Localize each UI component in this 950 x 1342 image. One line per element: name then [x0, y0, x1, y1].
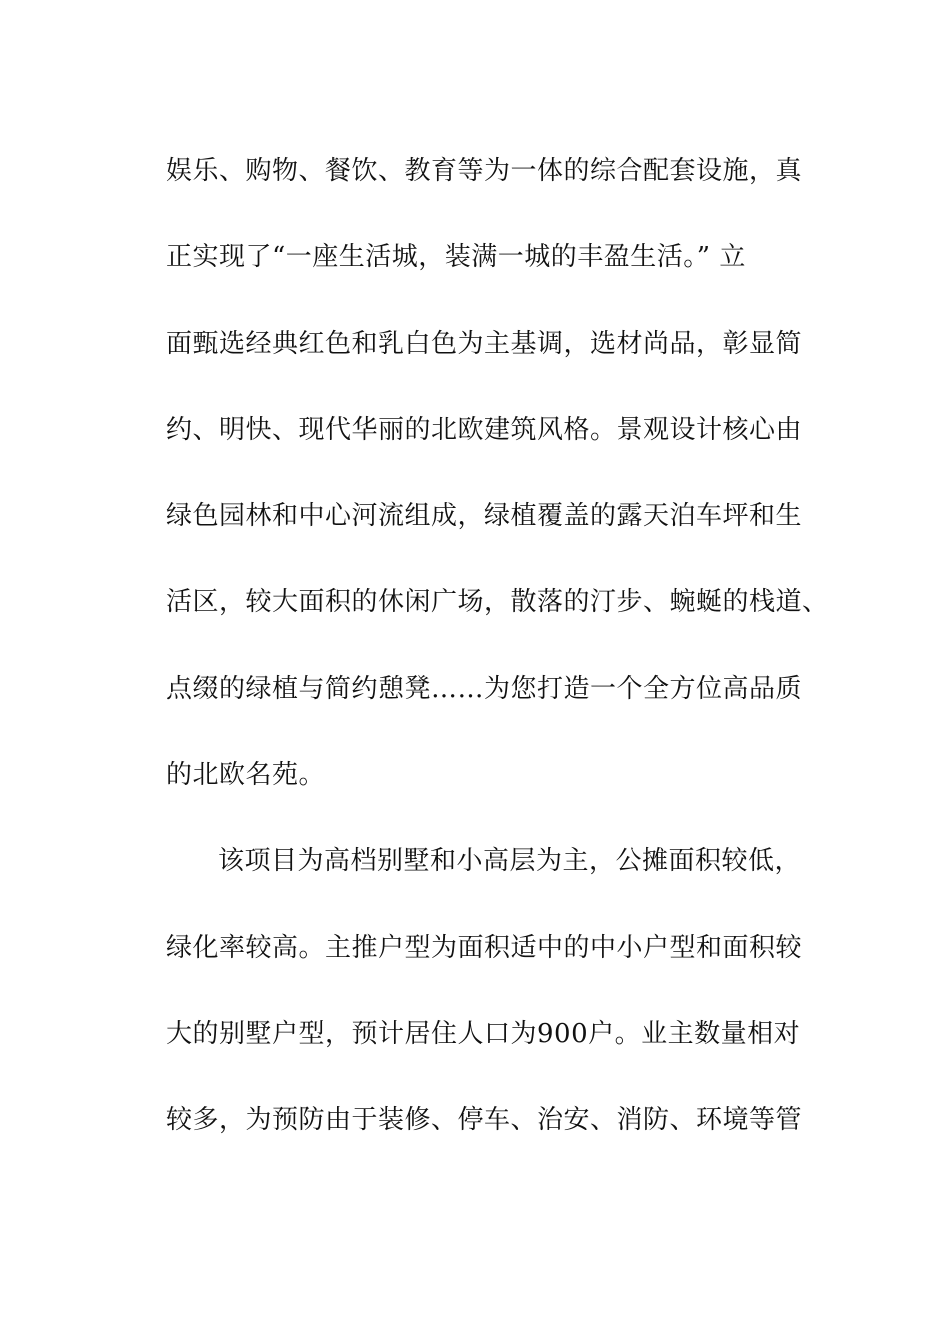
text-line-5: 绿色园林和中心河流组成，绿植覆盖的露天泊车坪和生 [166, 501, 803, 532]
text-line-11: 大的别墅户型，预计居住人口为900户。业主数量相对 [166, 1018, 801, 1049]
text-line-3: 面甄选经典红色和乳白色为主基调，选材尚品，彰显简 [166, 328, 803, 359]
text-line-10: 绿化率较高。主推户型为面积适中的中小户型和面积较 [166, 932, 803, 963]
text-line-2: 正实现了“一座生活城，装满一城的丰盈生活。” 立 [166, 242, 746, 273]
text-line-1: 娱乐、购物、餐饮、教育等为一体的综合配套设施，真 [166, 156, 803, 186]
text-line-8: 的北欧名苑。 [166, 760, 326, 791]
text-line-4: 约、明快、现代华丽的北欧建筑风格。景观设计核心由 [166, 414, 803, 445]
text-line-6: 活区，较大面积的休闲广场，散落的汀步、蜿蜒的栈道、 [166, 587, 829, 618]
body-text [166, 148, 829, 1184]
text-line-7: 点缀的绿植与简约憩凳……为您打造一个全方位高品质 [166, 673, 803, 704]
text-line-12: 较多，为预防由于装修、停车、治安、消防、环境等管 [166, 1105, 803, 1136]
text-line-9: 该项目为高档别墅和小高层为主，公摊面积较低， [218, 846, 802, 877]
